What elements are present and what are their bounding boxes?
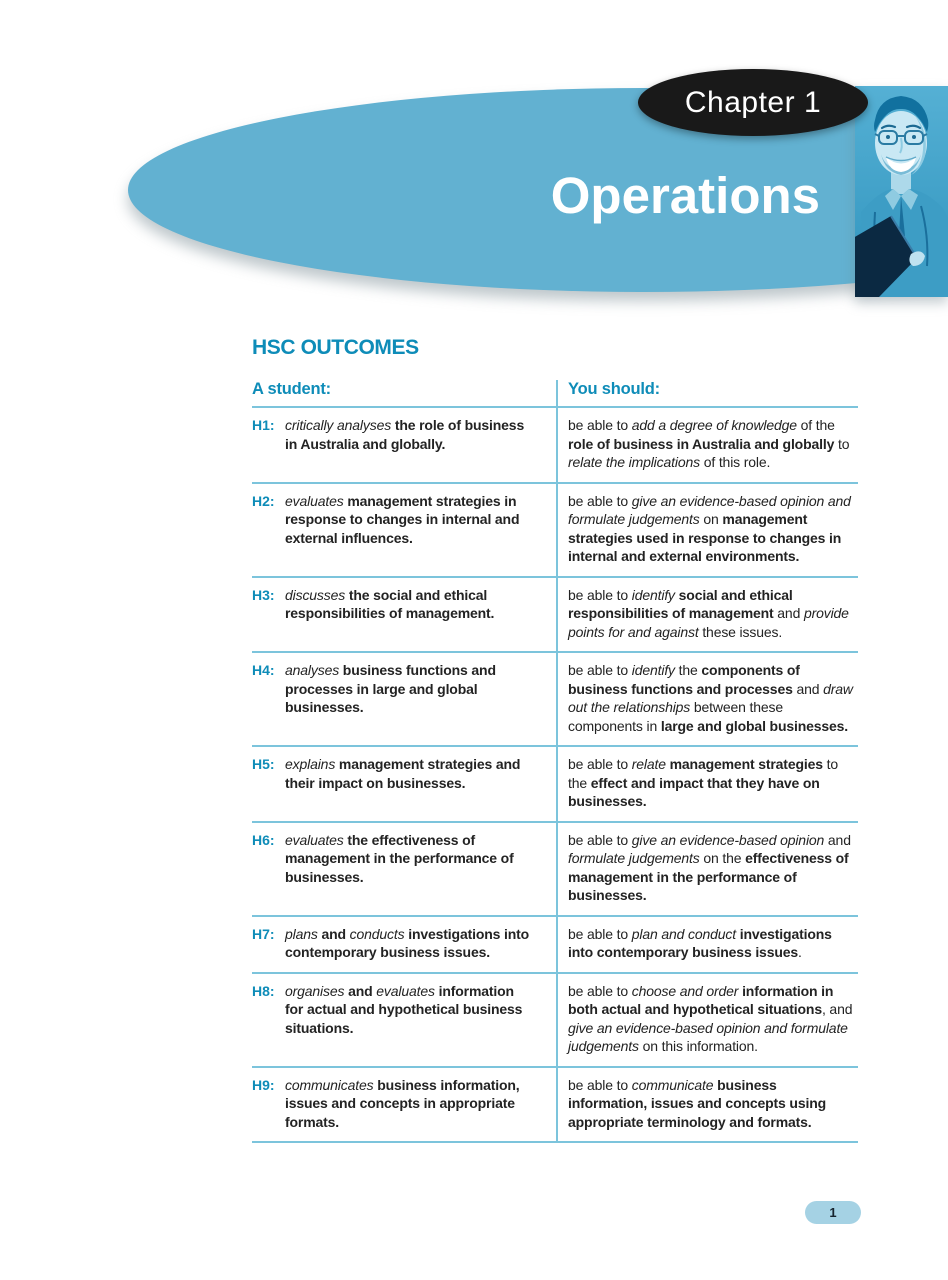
text-segment: information for actual and hypothetical business situations. <box>285 982 523 1036</box>
text-segment: draw out the relationships <box>568 680 853 715</box>
text-segment: on the <box>703 850 746 866</box>
text-segment: choose and order <box>631 982 743 999</box>
text-segment: the effectiveness of management in the performance of businesses. <box>285 831 514 885</box>
text-segment: be able to <box>568 831 632 848</box>
chapter-photo <box>855 86 948 297</box>
outcomes-rows <box>252 408 858 1143</box>
table-row <box>252 823 858 917</box>
table-row <box>252 653 858 747</box>
row-label: H9: <box>252 1076 275 1093</box>
text-segment: identify <box>631 586 679 603</box>
table-row <box>252 974 858 1068</box>
student-outcome-cell <box>285 982 556 1056</box>
chapter-badge <box>638 69 868 136</box>
text-segment: effectiveness of management in the performance of businesses. <box>568 850 849 903</box>
text-segment: management strategies <box>669 756 827 772</box>
column-header-student: A student: <box>252 380 331 398</box>
text-segment: , and <box>821 1001 853 1017</box>
text-segment: components of business functions and processes <box>568 662 800 697</box>
text-segment: to the <box>568 756 838 791</box>
text-segment: . <box>798 944 802 960</box>
row-label: H3: <box>252 586 275 603</box>
text-segment: relate the implications <box>568 454 704 470</box>
text-segment: relate <box>631 756 670 772</box>
text-segment: business information, issues and concepts in appropriate formats. <box>285 1076 520 1130</box>
text-segment: formulate judgements <box>568 850 704 866</box>
text-segment: of this role. <box>703 454 771 470</box>
text-segment: evaluates <box>376 982 439 999</box>
text-segment: evaluates <box>285 831 348 848</box>
text-segment: discusses <box>285 586 349 603</box>
table-row <box>252 484 858 578</box>
text-segment: be able to <box>568 417 632 433</box>
row-label: H5: <box>252 756 275 772</box>
text-segment: give an evidence-based opinion and formulate judgements <box>568 492 851 527</box>
page-number: 1 <box>829 1205 837 1220</box>
text-segment: be able to <box>568 492 632 509</box>
you-should-cell <box>556 492 858 566</box>
text-segment: explains <box>285 756 339 772</box>
table-row <box>252 408 858 484</box>
text-segment: investigations into contemporary business issues <box>568 925 832 960</box>
student-outcome-cell <box>285 831 556 905</box>
text-segment: to <box>837 435 850 452</box>
text-segment: be able to <box>568 756 632 772</box>
text-segment: and <box>321 925 350 942</box>
text-segment: the social and ethical responsibilities of management. <box>285 586 495 621</box>
student-outcome-cell <box>285 492 556 566</box>
text-segment: give an evidence-based opinion <box>631 831 828 848</box>
student-outcome-cell <box>285 755 556 811</box>
table-row <box>252 578 858 654</box>
text-segment: and <box>348 982 377 999</box>
text-segment: information in both actual and hypothetical situations <box>568 982 834 1017</box>
row-label: H6: <box>252 831 275 848</box>
text-segment: analyses <box>285 662 343 678</box>
you-should-cell <box>556 416 858 472</box>
page-number-pill <box>805 1201 861 1224</box>
text-segment: the <box>678 662 702 678</box>
text-segment: evaluates <box>285 492 348 509</box>
text-segment: critically analyses <box>285 417 395 433</box>
text-segment: and <box>796 680 824 697</box>
text-segment: conducts <box>349 925 409 942</box>
text-segment: communicates <box>285 1076 378 1093</box>
text-segment: and <box>777 605 804 621</box>
text-segment: large and global businesses. <box>660 717 849 734</box>
text-segment: be able to <box>568 925 632 942</box>
chapter-header <box>0 0 948 320</box>
student-outcome-cell <box>285 416 556 472</box>
text-segment: of the <box>800 417 835 433</box>
you-should-cell <box>556 925 858 962</box>
text-segment: identify <box>631 662 679 678</box>
text-segment: add a degree of knowledge <box>631 417 801 433</box>
column-header-you-should: You should: <box>568 380 660 398</box>
hsc-outcomes-section <box>252 336 858 1143</box>
row-label: H7: <box>252 925 275 942</box>
text-segment: plan and conduct <box>631 925 740 942</box>
text-segment: provide points for and against <box>568 605 849 640</box>
row-label: H2: <box>252 492 275 509</box>
text-segment: social and ethical responsibilities of management <box>568 586 793 621</box>
text-segment: communicate <box>631 1076 718 1093</box>
text-segment: be able to <box>568 662 632 678</box>
text-segment: be able to <box>568 1076 632 1093</box>
outcomes-table <box>252 380 858 1143</box>
text-segment: on <box>703 511 723 527</box>
table-row <box>252 917 858 974</box>
text-segment: business information, issues and concepts using appropriate terminology and formats. <box>568 1076 827 1130</box>
section-heading: HSC OUTCOMES <box>252 336 419 359</box>
text-segment: and <box>827 831 851 848</box>
text-segment: management strategies in response to changes in internal and external influences. <box>285 492 520 546</box>
student-outcome-cell <box>285 586 556 642</box>
text-segment: between these components in <box>568 699 784 734</box>
you-should-cell <box>556 586 858 642</box>
chapter-label: Chapter 1 <box>684 85 822 119</box>
text-segment: management strategies and their impact on businesses. <box>285 756 521 791</box>
you-should-cell <box>556 1076 858 1132</box>
text-segment: be able to <box>568 586 632 603</box>
student-outcome-cell <box>285 661 556 735</box>
man-portrait-illustration <box>855 86 948 297</box>
table-header-row <box>252 380 858 408</box>
text-segment: organises <box>285 982 349 999</box>
row-label: H4: <box>252 662 275 678</box>
row-label: H8: <box>252 982 275 999</box>
text-segment: plans <box>285 925 322 942</box>
student-outcome-cell <box>285 1076 556 1132</box>
you-should-cell <box>556 755 858 811</box>
you-should-cell <box>556 982 858 1056</box>
text-segment: effect and impact that they have on businesses. <box>568 774 820 809</box>
chapter-title: Operations <box>550 167 820 224</box>
text-segment: investigations into contemporary business issues. <box>285 925 530 960</box>
column-divider <box>556 380 558 1143</box>
you-should-cell <box>556 831 858 905</box>
text-segment: on this information. <box>642 1038 758 1054</box>
text-segment: give an evidence-based opinion and formulate judgements <box>568 1019 848 1054</box>
text-segment: these issues. <box>702 623 783 640</box>
text-segment: role of business in Australia and globally <box>568 435 838 452</box>
row-label: H1: <box>252 417 275 433</box>
text-segment: the role of business in Australia and globally. <box>285 417 525 452</box>
table-row <box>252 747 858 823</box>
table-row <box>252 1068 858 1144</box>
student-outcome-cell <box>285 925 556 962</box>
text-segment: management strategies used in response to changes in internal and external environments. <box>568 511 842 564</box>
you-should-cell <box>556 661 858 735</box>
text-segment: be able to <box>568 982 632 999</box>
text-segment: business functions and processes in large and global businesses. <box>285 662 496 715</box>
